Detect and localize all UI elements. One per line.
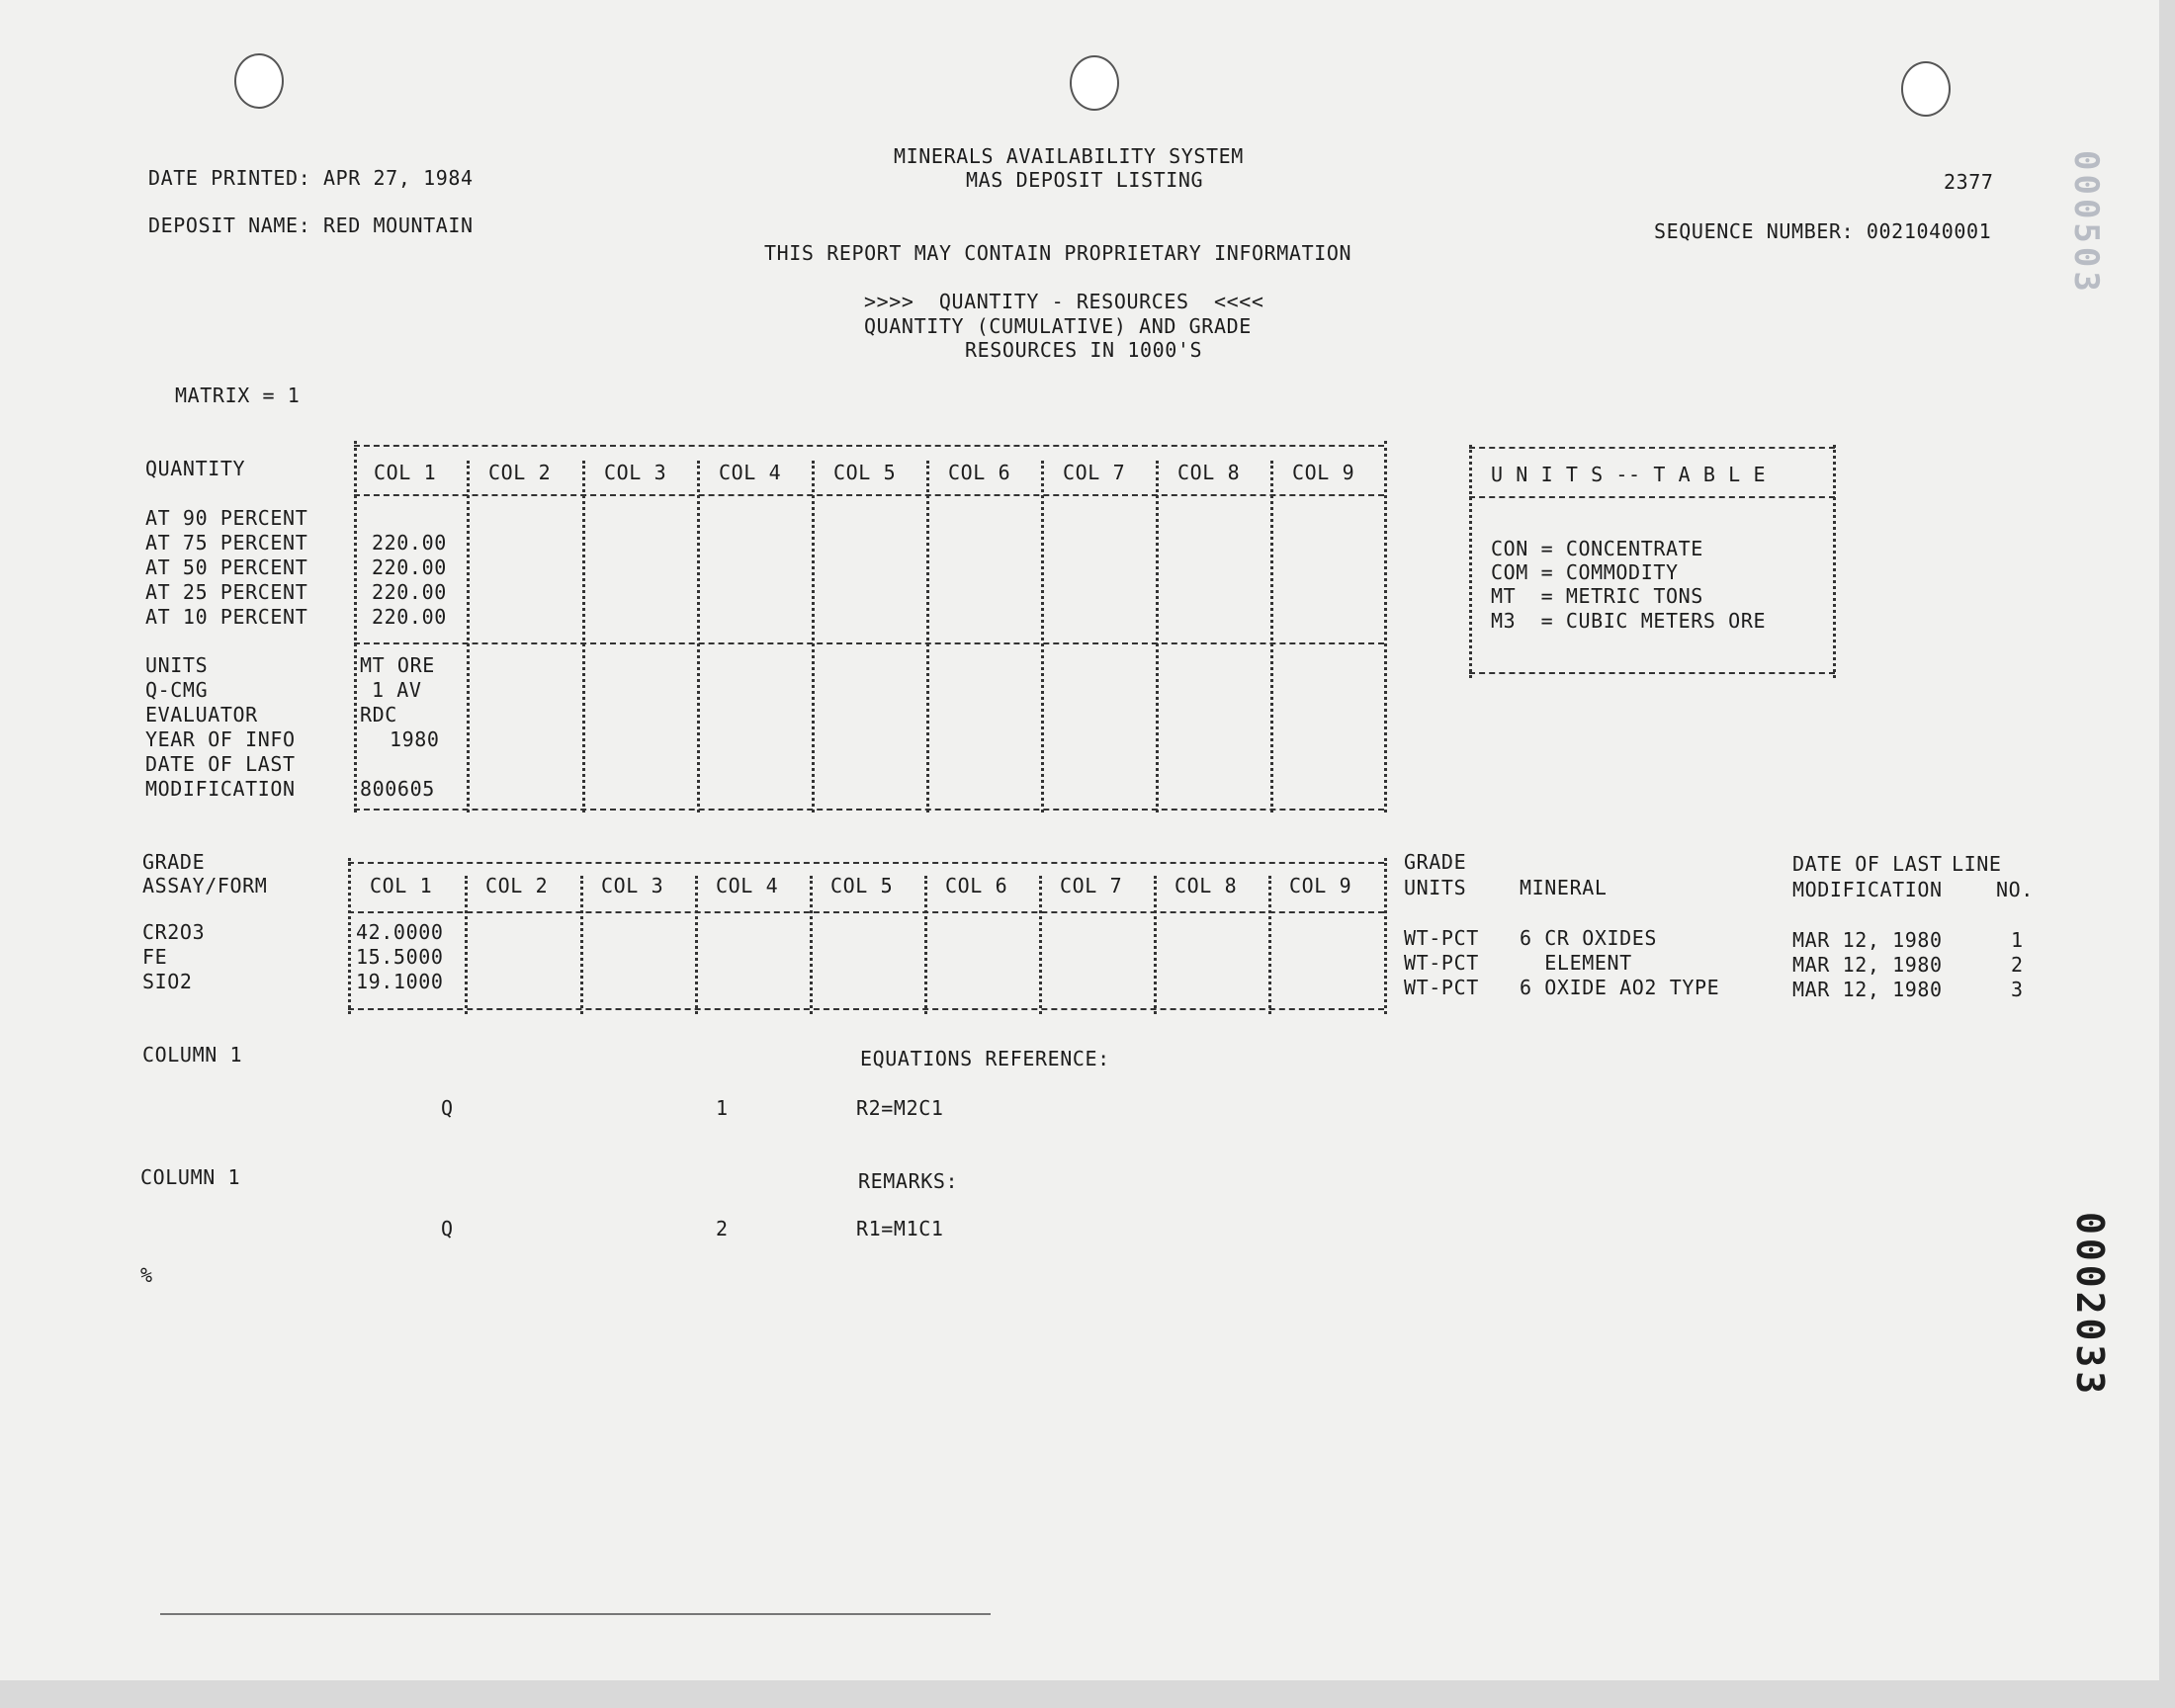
line-number: 3 [2011, 978, 2024, 1001]
column-divider [695, 876, 698, 1014]
units-entry: CON = CONCENTRATE [1491, 537, 1703, 560]
matrix-label: MATRIX = 1 [175, 384, 301, 407]
remarks-title: REMARKS: [858, 1169, 959, 1193]
sequence-number: SEQUENCE NUMBER: 0021040001 [1654, 219, 1992, 243]
table-cell: 19.1000 [356, 970, 444, 993]
mineral-name: 6 OXIDE AO2 TYPE [1520, 976, 1720, 999]
column-header: COL 8 [1177, 461, 1241, 484]
listing-title: MAS DEPOSIT LISTING [966, 168, 1204, 192]
grade-units: WT-PCT [1404, 926, 1479, 950]
column-header: COL 6 [945, 874, 1008, 897]
proprietary-notice: THIS REPORT MAY CONTAIN PROPRIETARY INFORMATION [764, 241, 1352, 265]
deposit-name: DEPOSIT NAME: RED MOUNTAIN [148, 214, 474, 237]
line-number: 2 [2011, 953, 2024, 977]
column-divider [1469, 445, 1472, 678]
bates-number-stamp: 0002033 [2068, 1212, 2112, 1399]
table-cell: 1980 [390, 727, 440, 751]
date-head: MODIFICATION [1792, 878, 1943, 901]
modification-date: MAR 12, 1980 [1792, 953, 1943, 977]
table-cell: 220.00 [372, 555, 447, 579]
column-divider [1384, 858, 1387, 1014]
table-border [354, 445, 1384, 447]
column-divider [1833, 445, 1836, 678]
assay-name: FE [142, 945, 168, 969]
units-table-title: U N I T S -- T A B L E [1491, 463, 1767, 486]
table-border [354, 642, 1384, 644]
column-header: COL 7 [1063, 461, 1126, 484]
units-entry: M3 = CUBIC METERS ORE [1491, 609, 1767, 633]
remarks-value: R1=M1C1 [856, 1217, 944, 1240]
table-border [348, 862, 1384, 864]
section-title: >>>> QUANTITY - RESOURCES <<<< [864, 290, 1264, 313]
row-label: AT 25 PERCENT [145, 580, 308, 604]
system-title: MINERALS AVAILABILITY SYSTEM [894, 144, 1244, 168]
date-head: DATE OF LAST [1792, 852, 1943, 876]
assay-name: SIO2 [142, 970, 193, 993]
table-cell: 220.00 [372, 605, 447, 629]
faint-stamp-number: 000503 [2066, 150, 2106, 296]
remarks-number: 2 [716, 1217, 729, 1240]
column-header: COL 2 [485, 874, 549, 897]
column-divider [348, 858, 351, 1014]
row-label: EVALUATOR [145, 703, 258, 726]
equations-number: 1 [716, 1096, 729, 1120]
column-header: COL 5 [830, 874, 894, 897]
column-header: COL 3 [604, 461, 667, 484]
row-label: DATE OF LAST [145, 752, 296, 776]
remarks-column: COLUMN 1 [140, 1165, 241, 1189]
table-cell: 15.5000 [356, 945, 444, 969]
table-border [354, 809, 1384, 811]
column-divider [1268, 876, 1271, 1014]
row-label: Q-CMG [145, 678, 209, 702]
grade-units: WT-PCT [1404, 976, 1479, 999]
column-divider [926, 461, 929, 812]
footer-mark: % [140, 1263, 153, 1287]
section-subtitle: QUANTITY (CUMULATIVE) AND GRADE [864, 314, 1252, 338]
row-label: AT 50 PERCENT [145, 555, 308, 579]
modification-date: MAR 12, 1980 [1792, 978, 1943, 1001]
table-cell: 1 AV [372, 678, 422, 702]
table-border [348, 1008, 1384, 1010]
units-head: UNITS [1404, 876, 1467, 899]
row-label: AT 90 PERCENT [145, 506, 308, 530]
grade-label: GRADE [142, 850, 206, 874]
column-divider [467, 461, 470, 812]
column-divider [354, 441, 357, 812]
quantity-label: QUANTITY [145, 457, 246, 480]
row-label: UNITS [145, 653, 209, 677]
table-cell: RDC [360, 703, 397, 726]
mineral-name: ELEMENT [1520, 951, 1632, 975]
table-cell: 800605 [360, 777, 435, 801]
column-divider [1154, 876, 1157, 1014]
line-head: NO. [1996, 878, 2034, 901]
column-divider [465, 876, 468, 1014]
table-cell: 220.00 [372, 531, 447, 555]
punch-hole [1070, 55, 1119, 111]
equations-q: Q [441, 1096, 454, 1120]
line-number: 1 [2011, 928, 2024, 952]
units-entry: MT = METRIC TONS [1491, 584, 1703, 608]
equations-title: EQUATIONS REFERENCE: [860, 1047, 1110, 1070]
column-divider [924, 876, 927, 1014]
column-header: COL 1 [370, 874, 433, 897]
units-entry: COM = COMMODITY [1491, 560, 1679, 584]
remarks-q: Q [441, 1217, 454, 1240]
punch-hole [1901, 61, 1951, 117]
column-header: COL 9 [1292, 461, 1355, 484]
modification-date: MAR 12, 1980 [1792, 928, 1943, 952]
column-divider [580, 876, 583, 1014]
table-border [354, 494, 1384, 496]
assay-name: CR2O3 [142, 920, 206, 944]
column-header: COL 2 [488, 461, 552, 484]
table-cell: 220.00 [372, 580, 447, 604]
date-printed: DATE PRINTED: APR 27, 1984 [148, 166, 474, 190]
equations-value: R2=M2C1 [856, 1096, 944, 1120]
column-divider [1270, 461, 1273, 812]
column-header: COL 8 [1174, 874, 1238, 897]
column-divider [1384, 441, 1387, 812]
row-label: AT 10 PERCENT [145, 605, 308, 629]
assay-label: ASSAY/FORM [142, 874, 268, 897]
row-label: AT 75 PERCENT [145, 531, 308, 555]
table-border [1469, 672, 1835, 674]
column-divider [810, 876, 813, 1014]
column-header: COL 6 [948, 461, 1011, 484]
page-number: 2377 [1944, 170, 1994, 194]
bottom-rule [160, 1613, 991, 1615]
table-cell: 42.0000 [356, 920, 444, 944]
column-divider [582, 461, 585, 812]
column-divider [1156, 461, 1159, 812]
row-label: MODIFICATION [145, 777, 296, 801]
column-header: COL 4 [719, 461, 782, 484]
table-border [348, 911, 1384, 913]
grade-head: GRADE [1404, 850, 1467, 874]
section-subtitle: RESOURCES IN 1000'S [965, 338, 1203, 362]
column-header: COL 9 [1289, 874, 1352, 897]
column-header: COL 4 [716, 874, 779, 897]
equations-column: COLUMN 1 [142, 1043, 243, 1067]
row-label: YEAR OF INFO [145, 727, 296, 751]
column-divider [697, 461, 700, 812]
mineral-name: 6 CR OXIDES [1520, 926, 1658, 950]
column-header: COL 7 [1060, 874, 1123, 897]
column-header: COL 5 [833, 461, 897, 484]
column-divider [812, 461, 815, 812]
table-border [1469, 496, 1835, 498]
column-header: COL 3 [601, 874, 664, 897]
column-header: COL 1 [374, 461, 437, 484]
table-border [1469, 447, 1835, 449]
grade-units: WT-PCT [1404, 951, 1479, 975]
column-divider [1039, 876, 1042, 1014]
line-head: LINE [1952, 852, 2002, 876]
column-divider [1041, 461, 1044, 812]
mineral-head: MINERAL [1520, 876, 1608, 899]
punch-hole [234, 53, 284, 109]
table-cell: MT ORE [360, 653, 435, 677]
